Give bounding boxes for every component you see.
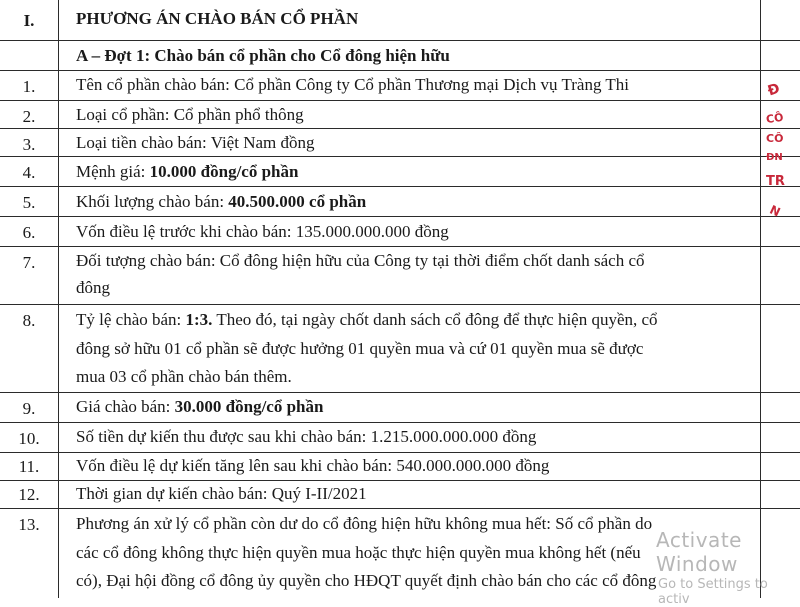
seal-text: CÔ xyxy=(766,132,784,145)
item-value: 1:3. xyxy=(185,310,213,329)
item-text xyxy=(76,305,748,335)
item-number: 8. xyxy=(22,311,36,330)
item-text: Thời gian dự kiến chào bán: Quý I-II/2021 xyxy=(76,484,367,503)
watermark-subtitle: Go to Settings to activ xyxy=(658,577,768,607)
item-text: Tên cổ phần chào bán: Cổ phần Công ty Cổ phần Thương mại Dịch vụ Tràng Thi xyxy=(76,75,630,94)
item-value: 40.500.000 cổ phần xyxy=(228,192,367,211)
item-label: Mệnh giá: xyxy=(76,162,150,181)
activation-watermark xyxy=(656,528,800,607)
item-text-continued: các cổ đông không thực hiện quyền mua hoặc thực hiện quyền mua không hết (nếu xyxy=(76,543,641,562)
seal-text: CÔ xyxy=(765,110,785,127)
item-text xyxy=(76,392,748,422)
item-text: Phương án xử lý cổ phần còn dư do cổ đông hiện hữu không mua hết: Số cổ phần do xyxy=(76,514,653,533)
item-text-rest: Theo đó, tại ngày chốt danh sách cổ đông để thực hiện quyền, cổ xyxy=(212,310,658,329)
item-number: 2. xyxy=(22,107,36,126)
item-text: Vốn điều lệ trước khi chào bán: 135.000.000.000 đồng xyxy=(76,222,449,241)
item-label: Tỷ lệ chào bán: xyxy=(76,310,186,329)
item-number: 7. xyxy=(22,253,36,272)
seal-text: Đ xyxy=(765,80,782,100)
item-number: 10. xyxy=(18,429,40,448)
item-number: 13. xyxy=(18,515,40,534)
item-text-continued: có), Đại hội đồng cổ đông ủy quyền cho HĐQT quyết định chào bán cho các cổ đông xyxy=(76,571,657,590)
item-text-continued: đông sở hữu 01 cổ phần sẽ được hưởng 01 quyền mua và cứ 01 quyền mua sẽ được xyxy=(76,339,644,358)
item-text: Số tiền dự kiến thu được sau khi chào bán: 1.215.000.000.000 đồng xyxy=(76,427,537,446)
item-number: 3. xyxy=(22,135,36,154)
item-number: 4. xyxy=(22,163,36,182)
watermark-title: Activate Window xyxy=(656,528,742,576)
seal-text: TR xyxy=(766,174,785,189)
item-text-continued: mua 03 cổ phần chào bán thêm. xyxy=(76,367,292,386)
item-value: 30.000 đồng/cổ phần xyxy=(174,397,324,416)
seal-text: N xyxy=(767,202,783,220)
item-number: 9. xyxy=(22,399,36,418)
section-title: PHƯƠNG ÁN CHÀO BÁN CỔ PHẦN xyxy=(76,9,359,28)
item-text: Vốn điều lệ dự kiến tăng lên sau khi chào bán: 540.000.000.000 đồng xyxy=(76,456,550,475)
item-number: 5. xyxy=(22,193,36,212)
section-numeral: I. xyxy=(23,11,35,30)
item-text xyxy=(76,157,748,187)
item-value: 10.000 đồng/cổ phần xyxy=(149,162,299,181)
item-text: Loại cổ phần: Cổ phần phổ thông xyxy=(76,105,304,124)
item-text: Loại tiền chào bán: Việt Nam đồng xyxy=(76,133,315,152)
item-text: Đối tượng chào bán: Cổ đông hiện hữu của Công ty tại thời điểm chốt danh sách cổ xyxy=(76,251,645,270)
item-label: Giá chào bán: xyxy=(76,397,175,416)
item-text xyxy=(76,187,748,217)
company-seal xyxy=(766,70,800,240)
item-label: Khối lượng chào bán: xyxy=(76,192,229,211)
item-number: 6. xyxy=(22,223,36,242)
item-number: 1. xyxy=(22,77,36,96)
item-number: 12. xyxy=(18,485,40,504)
subheading: A – Đợt 1: Chào bán cổ phần cho Cổ đông hiện hữu xyxy=(76,46,450,65)
item-number: 11. xyxy=(18,457,40,476)
item-text-continued: đông xyxy=(76,278,110,297)
seal-text: ĐN xyxy=(766,152,783,163)
